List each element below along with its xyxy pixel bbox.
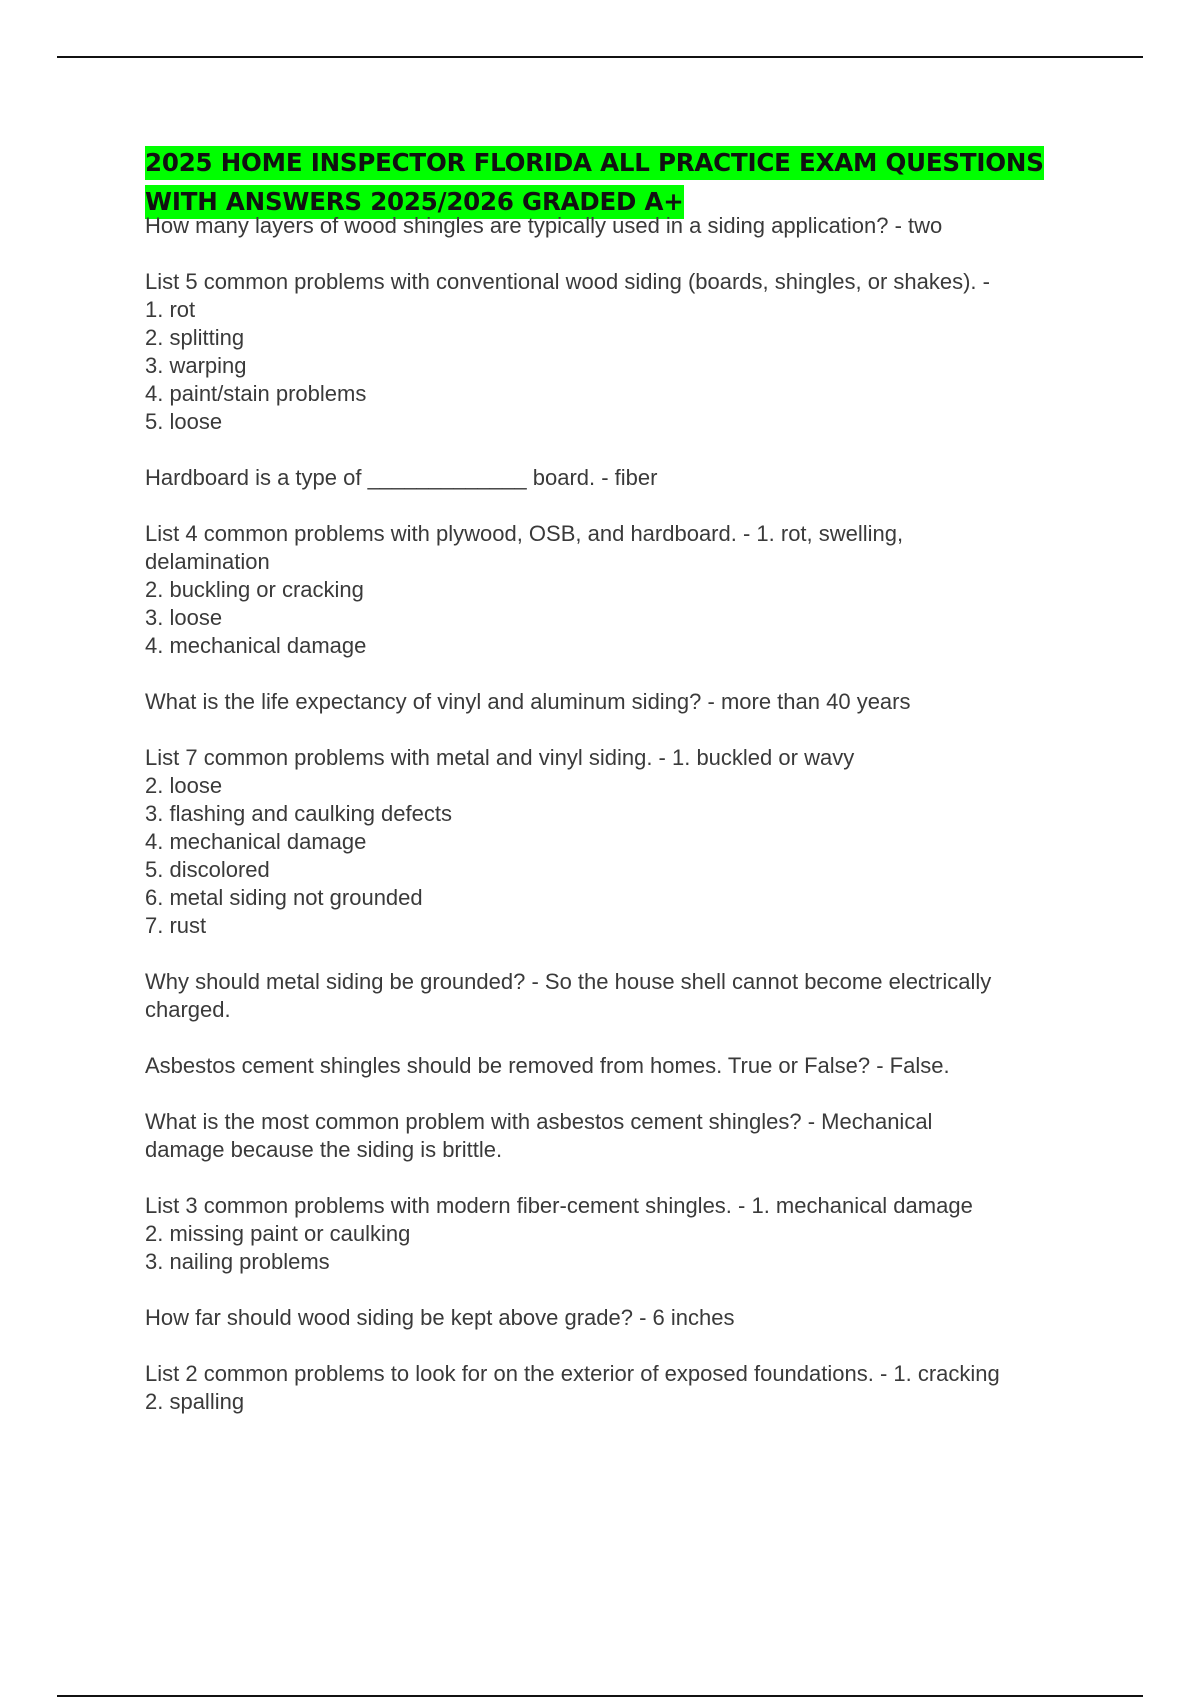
qa-item-3: Hardboard is a type of _____________ board. - fiber bbox=[145, 465, 658, 490]
title-line-1: 2025 HOME INSPECTOR FLORIDA ALL PRACTICE EXAM QUESTIONS bbox=[145, 148, 1044, 177]
qa-item-4: List 4 common problems with plywood, OSB, and hardboard. - 1. rot, swelling, delamination 2. buckling or cracking 3. loose 4. mechanical damage bbox=[145, 521, 904, 658]
qa-item-11: How far should wood siding be kept above grade? - 6 inches bbox=[145, 1305, 735, 1330]
title-highlight bbox=[145, 146, 1044, 219]
bottom-rule bbox=[57, 1695, 1143, 1697]
qa-item-1: How many layers of wood shingles are typically used in a siding application? - two bbox=[145, 213, 943, 238]
qa-item-8: Asbestos cement shingles should be removed from homes. True or False? - False. bbox=[145, 1053, 950, 1078]
document-body bbox=[145, 143, 1095, 1444]
document-title bbox=[145, 143, 1095, 221]
title-line-2: WITH ANSWERS 2025/2026 GRADED A+ bbox=[145, 187, 684, 216]
qa-item-6: List 7 common problems with metal and vinyl siding. - 1. buckled or wavy 2. loose 3. flashing and caulking defects 4. mechanical damage 5. discolored 6. metal siding not grounded 7. rust bbox=[145, 745, 855, 938]
qa-item-7: Why should metal siding be grounded? - So the house shell cannot become electrically charged. bbox=[145, 969, 992, 1022]
qa-item-9: What is the most common problem with asbestos cement shingles? - Mechanical damage because the siding is brittle. bbox=[145, 1109, 933, 1162]
qa-item-12: List 2 common problems to look for on the exterior of exposed foundations. - 1. cracking 2. spalling bbox=[145, 1361, 1000, 1414]
top-rule bbox=[57, 56, 1143, 58]
qa-item-10: List 3 common problems with modern fiber-cement shingles. - 1. mechanical damage 2. missing paint or caulking 3. nailing problems bbox=[145, 1193, 973, 1274]
qa-item-2: List 5 common problems with conventional wood siding (boards, shingles, or shakes). - 1. rot 2. splitting 3. warping 4. paint/stain problems 5. loose bbox=[145, 269, 990, 434]
qa-item-5: What is the life expectancy of vinyl and aluminum siding? - more than 40 years bbox=[145, 689, 911, 714]
